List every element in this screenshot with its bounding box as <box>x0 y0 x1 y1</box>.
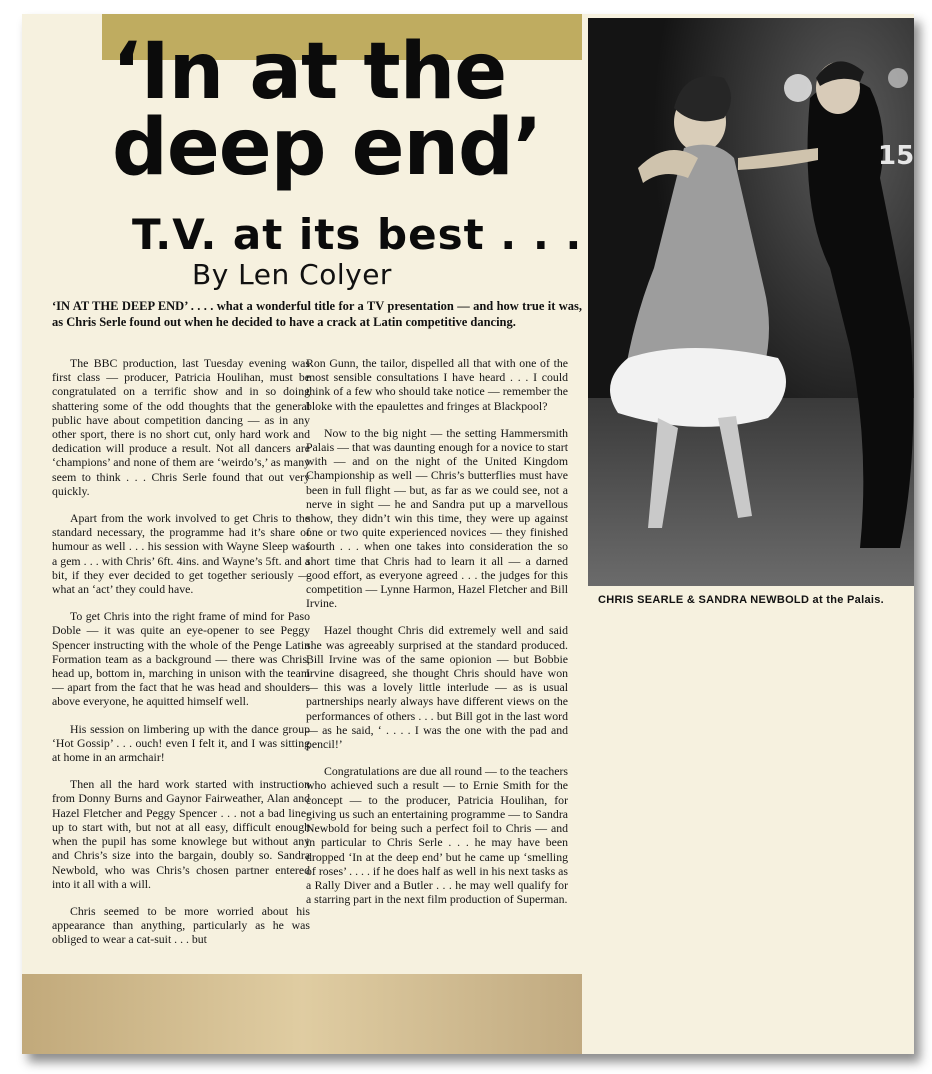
paragraph: The BBC production, last Tuesday evening was first class — producer, Patricia Houlihan, must be congratulated on a terrific show and in so doing shattering some of the odd thoughts that the general public have about competition dancing — as in any other sport, there is no short cut, only hard work and dedication will produce a result. Not all dancers are ‘champions’ and none of them are ‘weirdo’s,’ as many seem to think . . . Chris Serle found that out very quickly. <box>52 356 310 498</box>
photo-caption: CHRIS SEARLE & SANDRA NEWBOLD at the Palais. <box>598 594 884 606</box>
lede-paragraph: ‘IN AT THE DEEP END’ . . . . what a wonderful title for a TV presentation — and how true it was, as Chris Serle found out when he decided to have a crack at Latin competitive dancing. <box>52 299 582 329</box>
headline <box>112 27 592 193</box>
headline-line-2: deep end’ <box>112 103 542 193</box>
paragraph: Hazel thought Chris did extremely well and said she was agreeably surprised at the standard produced. Bill Irvine was of the same opionion — but Bobbie Irvine disagreed, she thought Chris should have won — this was a lovely little interlude — as is usual partnerships nearly always have different views on the performances of others . . . but Bill got in the last word — as he said, ‘ . . . . I was the one with the pad and pencil!’ <box>306 623 568 752</box>
dance-photo-illustration <box>588 18 914 586</box>
column-1 <box>52 356 310 960</box>
newspaper-clipping <box>22 14 914 1054</box>
dance-photo <box>588 18 914 586</box>
paragraph: Now to the big night — the setting Hammersmith Palais — that was daunting enough for a novice to start with — and on the night of the United Kingdom Championship as well — Chris’s butterflies must have been in full flight — but, as far as we could see, not a nerve in sight — he and Sandra put up a marvellous show, they didn’t win this time, they were up against one or two quite experienced novices — they finished fourth . . . when one takes into consideration the so short time that Chris had to learn it all — a darned good effort, as everyone agreed . . . the judges for this competition — Lynne Harmon, Hazel Fletcher and Bill Irvine. <box>306 425 568 611</box>
paragraph: Congratulations are due all round — to the teachers who achieved such a result — to Ernie Smith for the concept — to the producer, Patricia Houlihan, for giving us such an entertaining programme — to Sandra Newbold for being such a perfect foil to Chris — and in particular to Chris Serle . . . he may have been dropped ‘In at the deep end’ but he came up ‘smelling of roses’ . . . . if he does half as well in his next tasks as a Rally Diver and a Butler . . . he may well qualify for a starring part in the next film production of Superman. <box>306 764 568 907</box>
stain-overlay <box>22 974 582 1054</box>
column-2 <box>306 356 568 919</box>
paragraph: Ron Gunn, the tailor, dispelled all that with one of the most sensible consultations I have heard . . . I could think of a few who should take notice — remember the bloke with the epaulettes and fringes at Blackpool? <box>306 356 568 413</box>
paragraph: His session on limbering up with the dance group ‘Hot Gossip’ . . . ouch! even I felt it, and I was sitting at home in an armchair! <box>52 721 310 765</box>
paragraph: Chris seemed to be more worried about his appearance than anything, particularly as he was obliged to wear a cat-suit . . . but <box>52 903 310 947</box>
byline: By Len Colyer <box>192 258 392 291</box>
paragraph: Apart from the work involved to get Chris to the standard necessary, the programme had it’s share of humour as well . . . his session with Wayne Sleep was a gem . . . with Chris’ 6ft. 4ins. and Wayne’s 5ft. and a bit, if they ever decided to get together seriously — what an ‘act’ they could have. <box>52 511 310 597</box>
subheadline: T.V. at its best . . . <box>132 210 583 259</box>
paragraph: To get Chris into the right frame of mind for Paso Doble — it was quite an eye-opener to see Peggy Spencer instructing with the whole of the Penge Latin Formation team as a background — there was Chris, head up, bottom in, marching in unison with the team — apart from the fact that he was head and shoulders above everyone, he aquitted himself well. <box>52 609 310 709</box>
competitor-number: 15 <box>878 141 914 171</box>
paragraph: Then all the hard work started with instruction from Donny Burns and Gaynor Fairweather, Alan and Hazel Fletcher and Peggy Spencer . . . not a bad line-up to start with, but not at all easy, difficult enough when the pupil has some knowlege but without any and Chris’s size into the bargain, doubly so. Sandra Newbold, who was Chris’s chosen partner entered into it all with a will. <box>52 777 310 891</box>
headline-line-1: ‘In at the <box>112 27 507 117</box>
